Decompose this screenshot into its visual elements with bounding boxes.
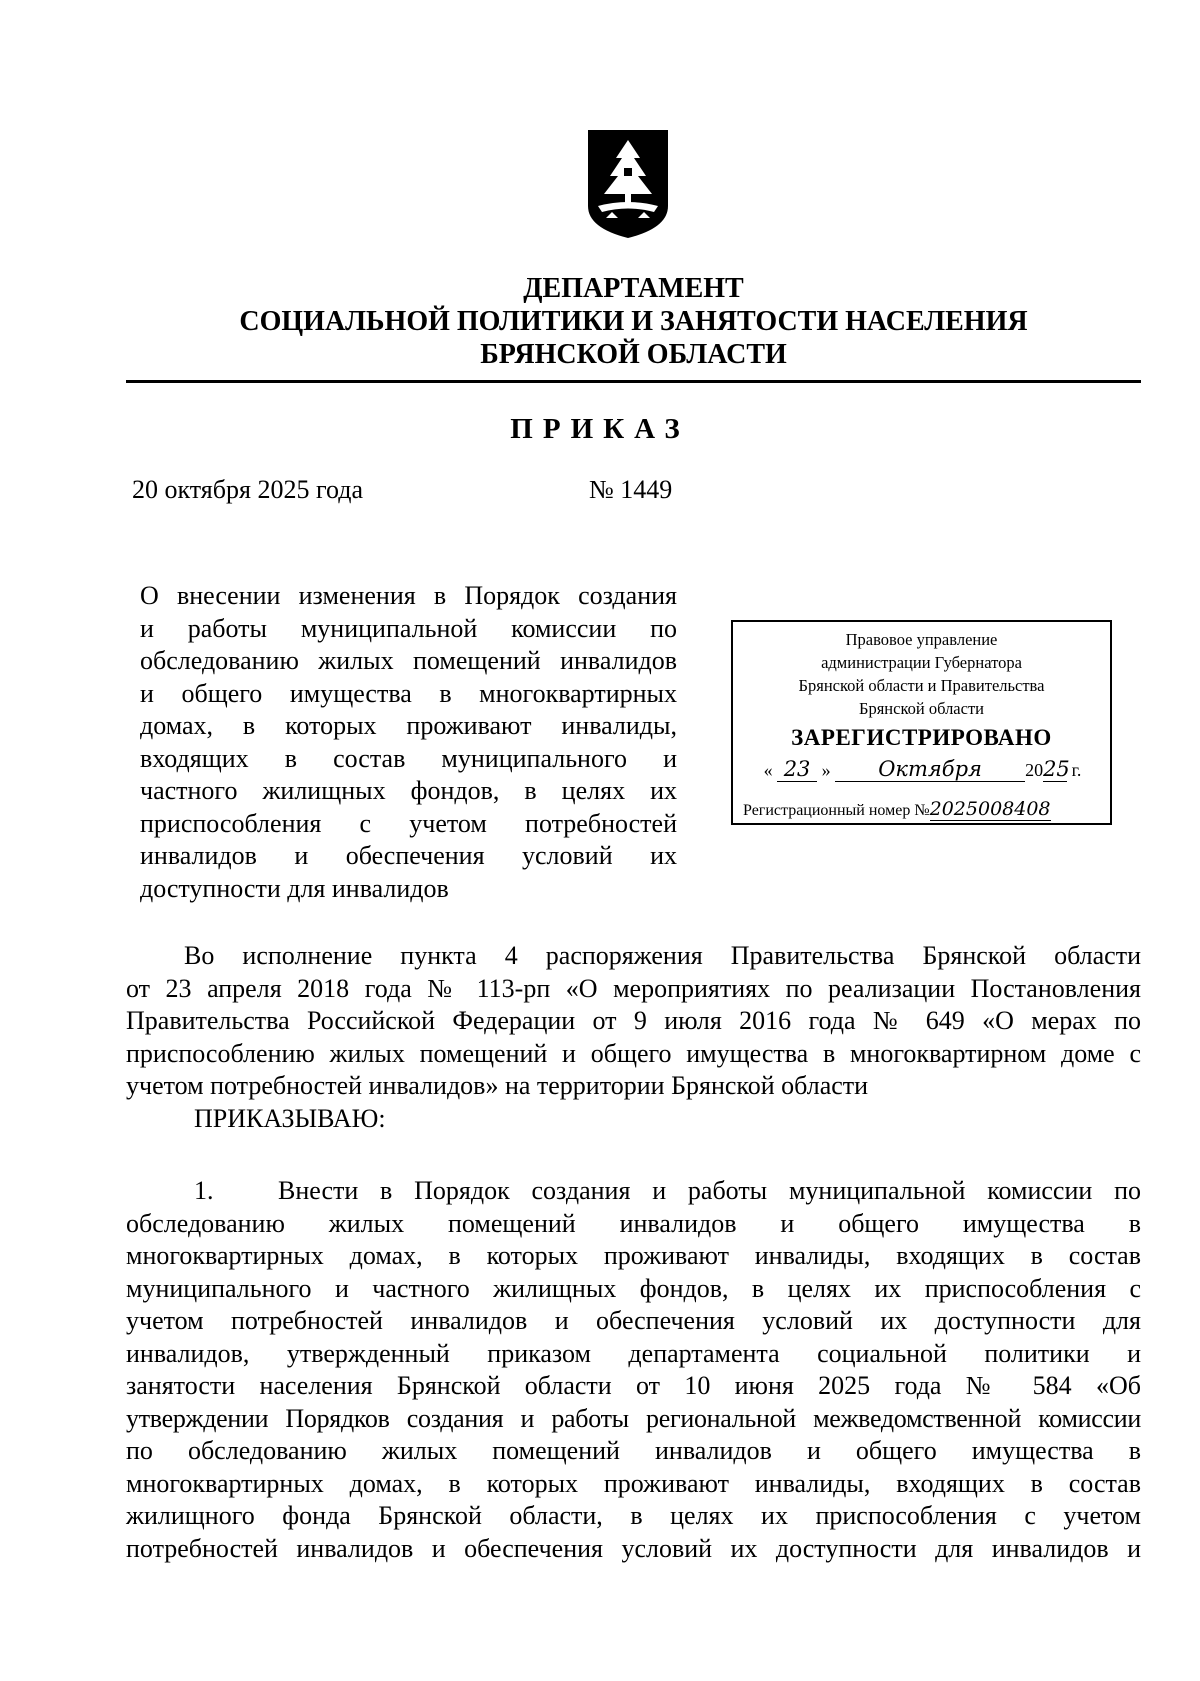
subject-line: частного жилищных фондов, в целях их [140, 776, 677, 805]
stamp-registration-number [743, 798, 1051, 821]
preamble-line: от 23 апреля 2018 года № 113-рп «О мероприятиях по реализации Постановления [126, 973, 1141, 1003]
stamp-date-year-unit: г. [1071, 760, 1082, 780]
coat-of-arms-icon [584, 128, 672, 240]
item-number: 1. [194, 1176, 214, 1205]
item-line: учетом потребностей инвалидов и обеспечения условий их доступности для [126, 1306, 1141, 1335]
subject-line: О внесении изменения в Порядок создания [140, 581, 677, 610]
order-date: 20 октября 2025 года [132, 475, 363, 504]
stamp-regno-value: 2025008408 [929, 798, 1051, 820]
registration-stamp [731, 620, 1112, 825]
department-title-line1: ДЕПАРТАМЕНТ [523, 273, 744, 304]
item-line: муниципального и частного жилищных фондов, в целях их приспособления с [126, 1273, 1141, 1303]
subject-line: входящих в состав муниципального и [140, 743, 677, 773]
item-line: многоквартирных домах, в которых проживают инвалиды, входящих в состав [126, 1241, 1141, 1270]
stamp-regno-label: Регистрационный номер № [743, 802, 930, 819]
item-line: потребностей инвалидов и обеспечения условий их доступности для инвалидов и [126, 1533, 1141, 1563]
item-line: занятости населения Брянской области от 10 июня 2025 года № 584 «Об [126, 1371, 1141, 1400]
subject-line: домах, в которых проживают инвалиды, [140, 711, 677, 740]
order-title: ПРИКАЗ [510, 413, 690, 445]
preamble-line: приспособлению жилых помещений и общего имущества в многоквартирном доме с [126, 1038, 1141, 1068]
item-line: обследованию жилых помещений инвалидов и общего имущества в [126, 1208, 1141, 1238]
department-title-line2: СОЦИАЛЬНОЙ ПОЛИТИКИ И ЗАНЯТОСТИ НАСЕЛЕНИЯ [239, 306, 1028, 337]
order-item-1 [126, 1175, 1141, 1565]
department-title-line3: БРЯНСКОЙ ОБЛАСТИ [480, 339, 787, 370]
preamble [126, 940, 1141, 1135]
stamp-org-line: Брянской области и Правительства [798, 676, 1045, 695]
subject-line: обследованию жилых помещений инвалидов [140, 646, 677, 675]
item-line: Внести в Порядок создания и работы муниципальной комиссии по [278, 1176, 1141, 1205]
stamp-date-year-prefix: 20 [1025, 760, 1044, 780]
stamp-org-line: Брянской области [858, 699, 984, 718]
stamp-date-month: Октября [835, 757, 1025, 782]
stamp-org-line: администрации Губернатора [821, 653, 1022, 672]
item-first-line [126, 1175, 1141, 1208]
subject-line: доступности для инвалидов [140, 873, 449, 903]
stamp-date-close-quote: » [821, 760, 831, 780]
subject-line: приспособления с учетом потребностей [140, 808, 677, 838]
stamp-date-day: 23 [777, 757, 817, 782]
stamp-date-open-quote: « [763, 760, 773, 780]
preamble-line: Во исполнение пункта 4 распоряжения Правительства Брянской области [184, 941, 1141, 970]
subject-line: и общего имущества в многоквартирных [140, 678, 677, 708]
stamp-org-line: Правовое управление [845, 630, 998, 649]
subject-line: инвалидов и обеспечения условий их [140, 841, 677, 870]
stamp-date [743, 757, 1102, 787]
order-number: № 1449 [589, 475, 673, 504]
order-subject [140, 580, 677, 905]
subject-line: и работы муниципальной комиссии по [140, 613, 677, 643]
stamp-date-year-suffix: 25 [1043, 757, 1070, 781]
preamble-line: Правительства Российской Федерации от 9 июля 2016 года № 649 «О мерах по [126, 1006, 1141, 1035]
item-line: многоквартирных домах, в которых проживают инвалиды, входящих в состав [126, 1468, 1141, 1498]
item-line: инвалидов, утвержденный приказом департамента социальной политики и [126, 1338, 1141, 1368]
stamp-registered-label: ЗАРЕГИСТРИРОВАНО [791, 725, 1052, 750]
item-line: по обследованию жилых помещений инвалидов и общего имущества в [126, 1436, 1141, 1465]
item-line: жилищного фонда Брянской области, в целях их приспособления с учетом [126, 1501, 1141, 1530]
item-line: утверждении Порядков создания и работы региональной межведомственной комиссии [126, 1403, 1141, 1433]
decree-word: ПРИКАЗЫВАЮ: [194, 1103, 386, 1133]
preamble-line: учетом потребностей инвалидов» на территории Брянской области [126, 1071, 869, 1100]
header-divider [126, 380, 1141, 383]
